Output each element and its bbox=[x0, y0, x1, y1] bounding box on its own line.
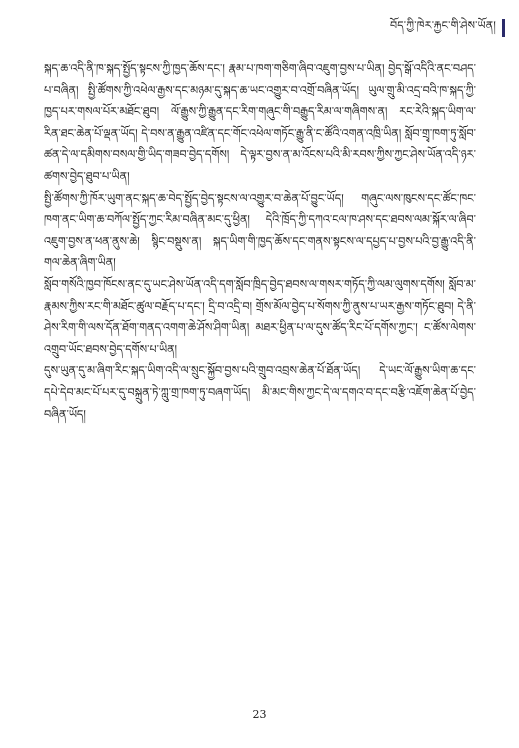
paragraph: དུས་ཡུན་དུ་མ་ཞིག་རིང་སྐད་ཡིག་འདི་ལ་སྲུང་སྐྱོབ་བྱས་པའི་གྲུབ་འབྲས་ཆེན་པོ་ཐོན་ཡོད། དེ་ཡང་ལོ་རྒྱུས་ཡིག་ཆ་དང་དཔེ་དེབ་མང་པོ་པར་དུ་བསྐྲུན་ཏེ་ཀླུ་གྲ་ཁག་ཏུ་བཞག་ཡོད། མི་མང་གིས་ཀྱང་དེ་ལ་དགའ་བ་དང་བརྩི་འཇོག་ཆེན་པོ་བྱེད་བཞིན་ཡོད། bbox=[44, 364, 476, 421]
running-head-bar bbox=[502, 19, 505, 37]
paragraph: སྐད་ཆ་འདི་ནི་ཁ་སྐད་སྤྱོད་སྟངས་ཀྱི་ཁྱད་ཆོས་དང་། རྣམ་པ་ཁག་གཅིག་ཞིབ་འཇུག་བྱས་པ་ཡིན། བྱེད་སྒོ་འདིའི་ནང་བཤད་པ་བཞིན། སྤྱི་ཚོགས་ཀྱི་འཕེལ་རྒྱས་དང་མཉམ་དུ་སྐད་ཆ་ཡང་འགྱུར་བ་འགྲོ་བཞིན་ཡོད། ཡུལ་གྲུ་མི་འདྲ་བའི་ཁ་སྐད་ཀྱི་ཁྱད་པར་གསལ་པོར་མཐོང་ཐུབ། ལོ་རྒྱུས་ཀྱི་རྒྱུན་དང་རིག་གཞུང་གི་བརྒྱུད་རིམ་ལ་གཞིགས་ན། རང་རེའི་སྐད་ཡིག་ལ་རིན་ཐང་ཆེན་པོ་ལྡན་ཡོད། དེ་བས་ན་རྒྱུན་འཛིན་དང་གོང་འཕེལ་གཏོང་རྒྱུ་ནི་ང་ཚོའི་འགན་འཁྲི་ཡིན། སློབ་གྲྭ་ཁག་ཏུ་སློབ་ཚན་དེ་ལ་དམིགས་བསལ་གྱི་ཡིད་གཟབ་བྱེད་དགོས། དེ་ལྟར་བྱས་ན་མ་འོངས་པའི་མི་རབས་ཀྱིས་ཀྱང་ཤེས་ཡོན་འདི་ཉར་ཚགས་བྱེད་ཐུབ་པ་ཡིན། bbox=[44, 62, 476, 183]
body-text bbox=[44, 58, 476, 425]
running-head-title: བོད་ཀྱི་ཁེར་རྐྱང་གི་ཤེས་ཡོན། bbox=[389, 18, 496, 32]
paragraph: སྤྱི་ཚོགས་ཀྱི་ཁོར་ཡུག་ནང་སྐད་ཆ་བེད་སྤྱོད་བྱེད་སྟངས་ལ་འགྱུར་བ་ཆེན་པོ་བྱུང་ཡོད། གཞུང་ལས་ཁུངས་དང་ཚོང་ཁང་ཁག་ནང་ཡིག་ཆ་བཀོལ་སྤྱོད་ཀྱང་རིམ་བཞིན་མང་དུ་ཕྱིན། དེའི་ཁྲོད་ཀྱི་དཀའ་ངལ་ཁ་ཤས་དང་ཐབས་ལམ་སྐོར་ལ་ཞིབ་འཇུག་བྱས་ན་ཕན་ནུས་ཆེ། སྙིང་བསྡུས་ན། སྐད་ཡིག་གི་ཁྱད་ཆོས་དང་གནས་སྟངས་ལ་དཔྱད་པ་བྱས་པའི་བྱ་རྒྱུ་འདི་ནི་གལ་ཆེན་ཞིག་ཡིན། bbox=[44, 191, 476, 270]
paragraph: སློབ་གསོའི་ཁྱབ་ཁོངས་ནང་དུ་ཡང་ཤེས་ཡོན་འདི་དག་སློབ་ཁྲིད་བྱེད་ཐབས་ལ་གསར་གཏོད་ཀྱི་ལམ་ལུགས་དགོས། སློབ་མ་རྣམས་ཀྱིས་རང་གི་མཐོང་ཚུལ་བརྗོད་པ་དང་། དྲི་བ་འདྲི་བ། གྲོས་མོལ་བྱེད་པ་སོགས་ཀྱི་ནུས་པ་ཡར་རྒྱས་གཏོང་ཐུབ། དེ་ནི་ཤེས་རིག་གི་ལས་དོན་ཐོག་གནད་འགག་ཆེ་ཤོས་ཤིག་ཡིན། མཐར་ཕྱིན་པ་ལ་དུས་ཚོད་རིང་པོ་དགོས་ཀྱང་། ང་ཚོས་ལེགས་འགྲུབ་ཡོང་ཐབས་བྱེད་དགོས་པ་ཡིན། bbox=[44, 277, 476, 356]
running-head bbox=[390, 18, 505, 38]
page-number: 23 bbox=[252, 708, 267, 721]
